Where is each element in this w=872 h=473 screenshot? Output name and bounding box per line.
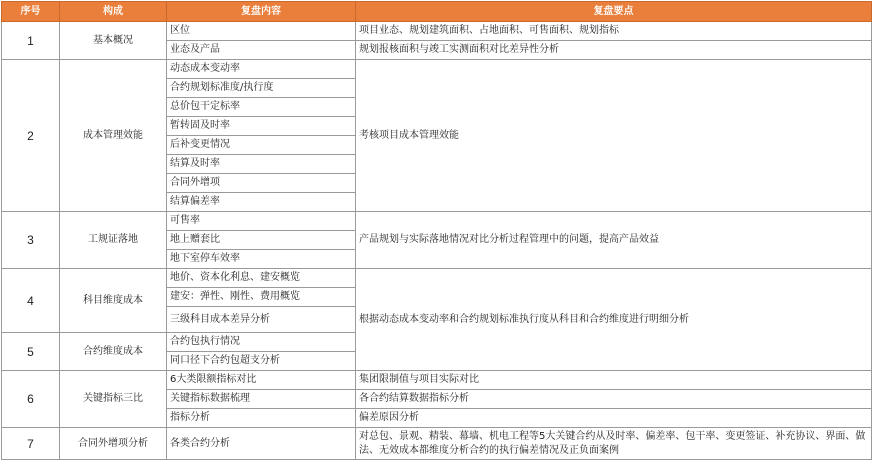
review-item: 地价、资本化利息、建安概览 [167, 269, 356, 288]
table-row [2, 428, 872, 460]
table-row [2, 22, 872, 41]
row-component: 合约维度成本 [60, 333, 167, 371]
row-index: 6 [2, 371, 60, 428]
review-item: 后补变更情况 [167, 136, 356, 155]
review-point: 根据动态成本变动率和合约规划标准执行度从科目和合约维度进行明细分析 [356, 269, 872, 371]
row-index: 5 [2, 333, 60, 371]
row-index: 3 [2, 212, 60, 269]
review-point: 对总包、景观、精装、幕墙、机电工程等5大关键合约从及时率、偏差率、包干率、变更签证、补充协议、界面、做法、无效成本都维度分析合约的执行偏差情况及正负面案例 [356, 428, 872, 460]
table-row [2, 371, 872, 390]
review-item: 总价包干定标率 [167, 98, 356, 117]
row-component: 工规证落地 [60, 212, 167, 269]
review-item: 业态及产品 [167, 41, 356, 60]
review-item: 同口径下合约包超支分析 [167, 352, 356, 371]
header-row [2, 2, 872, 22]
table-row [2, 269, 872, 288]
review-item: 合同外增项 [167, 174, 356, 193]
review-item: 可售率 [167, 212, 356, 231]
review-point: 规划报核面积与竣工实测面积对比差异性分析 [356, 41, 872, 60]
table-row [2, 60, 872, 79]
review-item: 动态成本变动率 [167, 60, 356, 79]
review-item: 指标分析 [167, 409, 356, 428]
review-item: 地上赠套比 [167, 231, 356, 250]
review-point: 各合约结算数据指标分析 [356, 390, 872, 409]
review-item: 地下室停车效率 [167, 250, 356, 269]
review-point: 集团限制值与项目实际对比 [356, 371, 872, 390]
review-item: 结算及时率 [167, 155, 356, 174]
review-item: 各类合约分析 [167, 428, 356, 460]
row-index: 4 [2, 269, 60, 333]
review-point: 项目业态、规划建筑面积、占地面积、可售面积、规划指标 [356, 22, 872, 41]
review-item: 关键指标数据梳理 [167, 390, 356, 409]
review-item: 区位 [167, 22, 356, 41]
review-item: 6大类限额指标对比 [167, 371, 356, 390]
header-review-points: 复盘要点 [356, 2, 872, 22]
row-index: 7 [2, 428, 60, 460]
review-item: 合约规划标准度/执行度 [167, 79, 356, 98]
review-item: 建安：弹性、刚性、费用概览 [167, 288, 356, 307]
review-item: 三级科目成本差异分析 [167, 307, 356, 333]
header-review-content: 复盘内容 [167, 2, 356, 22]
row-component: 关键指标三比 [60, 371, 167, 428]
review-point: 考核项目成本管理效能 [356, 60, 872, 212]
row-component: 成本管理效能 [60, 60, 167, 212]
review-item: 合约包执行情况 [167, 333, 356, 352]
row-component: 基本概况 [60, 22, 167, 60]
header-component: 构成 [60, 2, 167, 22]
review-point: 产品规划与实际落地情况对比分析过程管理中的问题，提高产品效益 [356, 212, 872, 269]
header-index: 序号 [2, 2, 60, 22]
row-index: 2 [2, 60, 60, 212]
row-component: 科目维度成本 [60, 269, 167, 333]
review-item: 结算偏差率 [167, 193, 356, 212]
row-component: 合同外增项分析 [60, 428, 167, 460]
row-index: 1 [2, 22, 60, 60]
review-point: 偏差原因分析 [356, 409, 872, 428]
table-row [2, 212, 872, 231]
review-item: 暂转固及时率 [167, 117, 356, 136]
review-table [1, 1, 872, 460]
